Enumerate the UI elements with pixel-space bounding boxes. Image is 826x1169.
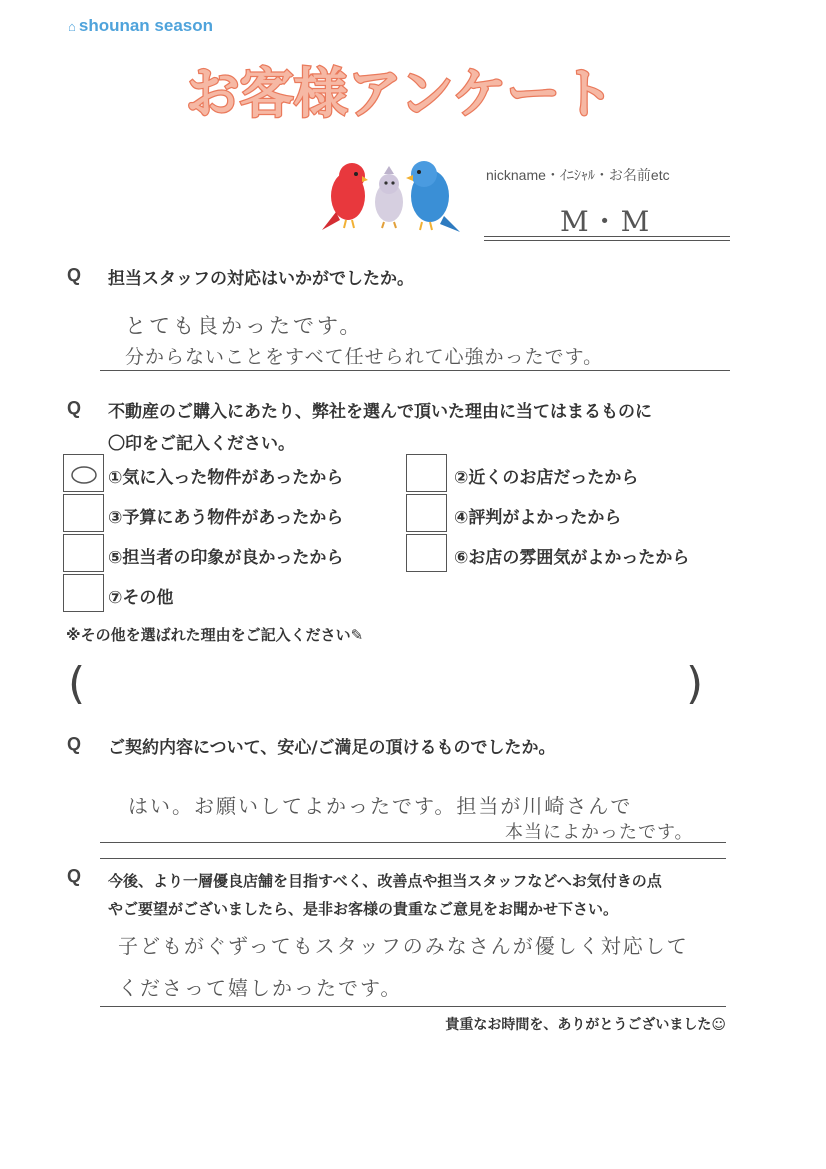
other-reason-close-paren: ) (686, 658, 704, 709)
option-4-label: ④評判がよかったから (454, 508, 622, 528)
option-7-checkbox[interactable] (63, 574, 104, 612)
brand-name: shounan season (78, 16, 213, 35)
page-title (170, 50, 630, 130)
grey-bird-icon (375, 166, 403, 228)
q1-question: 担当スタッフの対応はいかがでしたか。 (108, 269, 414, 289)
red-bird-icon (322, 163, 368, 230)
q3-question: ご契約内容について、安心/ご満足の頂けるものでしたか。 (108, 738, 556, 758)
q1-answer-line1: とても良かったです。 (125, 314, 364, 338)
title-text: お客様アンケート (185, 62, 615, 125)
brand-logo (68, 16, 213, 36)
option-6-checkbox[interactable] (406, 534, 447, 572)
option-5-label: ⑤担当者の印象が良かったから (108, 548, 344, 568)
q3-marker: Q (67, 734, 82, 754)
q1-answer-line2: 分からないことをすべて任せられて心強かったです。 (125, 346, 604, 368)
q2-question-line1: 不動産のご購入にあたり、弊社を選んで頂いた理由に当てはまるものに (108, 402, 652, 422)
q3-answer-rule1 (100, 842, 726, 843)
q4-answer-line2: くださって嬉しかったです。 (118, 976, 403, 1000)
q1-answer-rule (100, 370, 730, 371)
q2-marker: Q (67, 398, 82, 418)
q4-question-line1: 今後、より一層優良店舗を目指すべく、改善点や担当スタッフなどへお気付きの点 (108, 872, 662, 890)
option-7-label: ⑦その他 (108, 588, 174, 608)
q3-answer-line2: 本当によかったです。 (505, 822, 694, 843)
option-5-checkbox[interactable] (63, 534, 104, 572)
q4-marker: Q (67, 866, 82, 886)
q1-marker: Q (67, 265, 82, 285)
option-1-checkbox[interactable] (63, 454, 104, 492)
q2-question-line2: 〇印をご記入ください。 (108, 434, 295, 454)
option-2-label: ②近くのお店だったから (454, 468, 639, 488)
option-4-checkbox[interactable] (406, 494, 447, 532)
option-3-label: ③予算にあう物件があったから (108, 508, 344, 528)
other-reason-field[interactable] (100, 668, 680, 708)
q3-answer-rule2 (100, 858, 726, 859)
q4-answer-line1: 子どもがぐずってもスタッフのみなさんが優しく対応して (118, 934, 689, 958)
thank-you-footer: 貴重なお時間を、ありがとうございました☺ (445, 1017, 726, 1033)
other-reason-note: ※その他を選ばれた理由をご記入ください✎ (66, 626, 364, 644)
blue-bird-icon (406, 161, 460, 232)
option-1-label: ①気に入った物件があったから (108, 468, 344, 488)
q4-answer-rule (100, 1006, 726, 1007)
nickname-value: M・M (560, 205, 652, 238)
option-6-label: ⑥お店の雰囲気がよかったから (454, 548, 690, 568)
other-reason-open-paren: ( (68, 658, 86, 709)
home-icon: ⌂ (68, 19, 76, 34)
q4-question-line2: やご要望がございましたら、是非お客様の貴重なご意見をお聞かせ下さい。 (108, 900, 619, 918)
circle-mark-icon (72, 467, 96, 483)
q3-answer-line1: はい。お願いしてよかったです。担当が川崎さんで (128, 794, 633, 818)
option-2-checkbox[interactable] (406, 454, 447, 492)
option-3-checkbox[interactable] (63, 494, 104, 532)
nickname-label: nickname・ｲﾆｼｬﾙ・お名前etc (486, 167, 670, 183)
nickname-underline (484, 236, 730, 241)
birds-illustration (318, 158, 464, 236)
